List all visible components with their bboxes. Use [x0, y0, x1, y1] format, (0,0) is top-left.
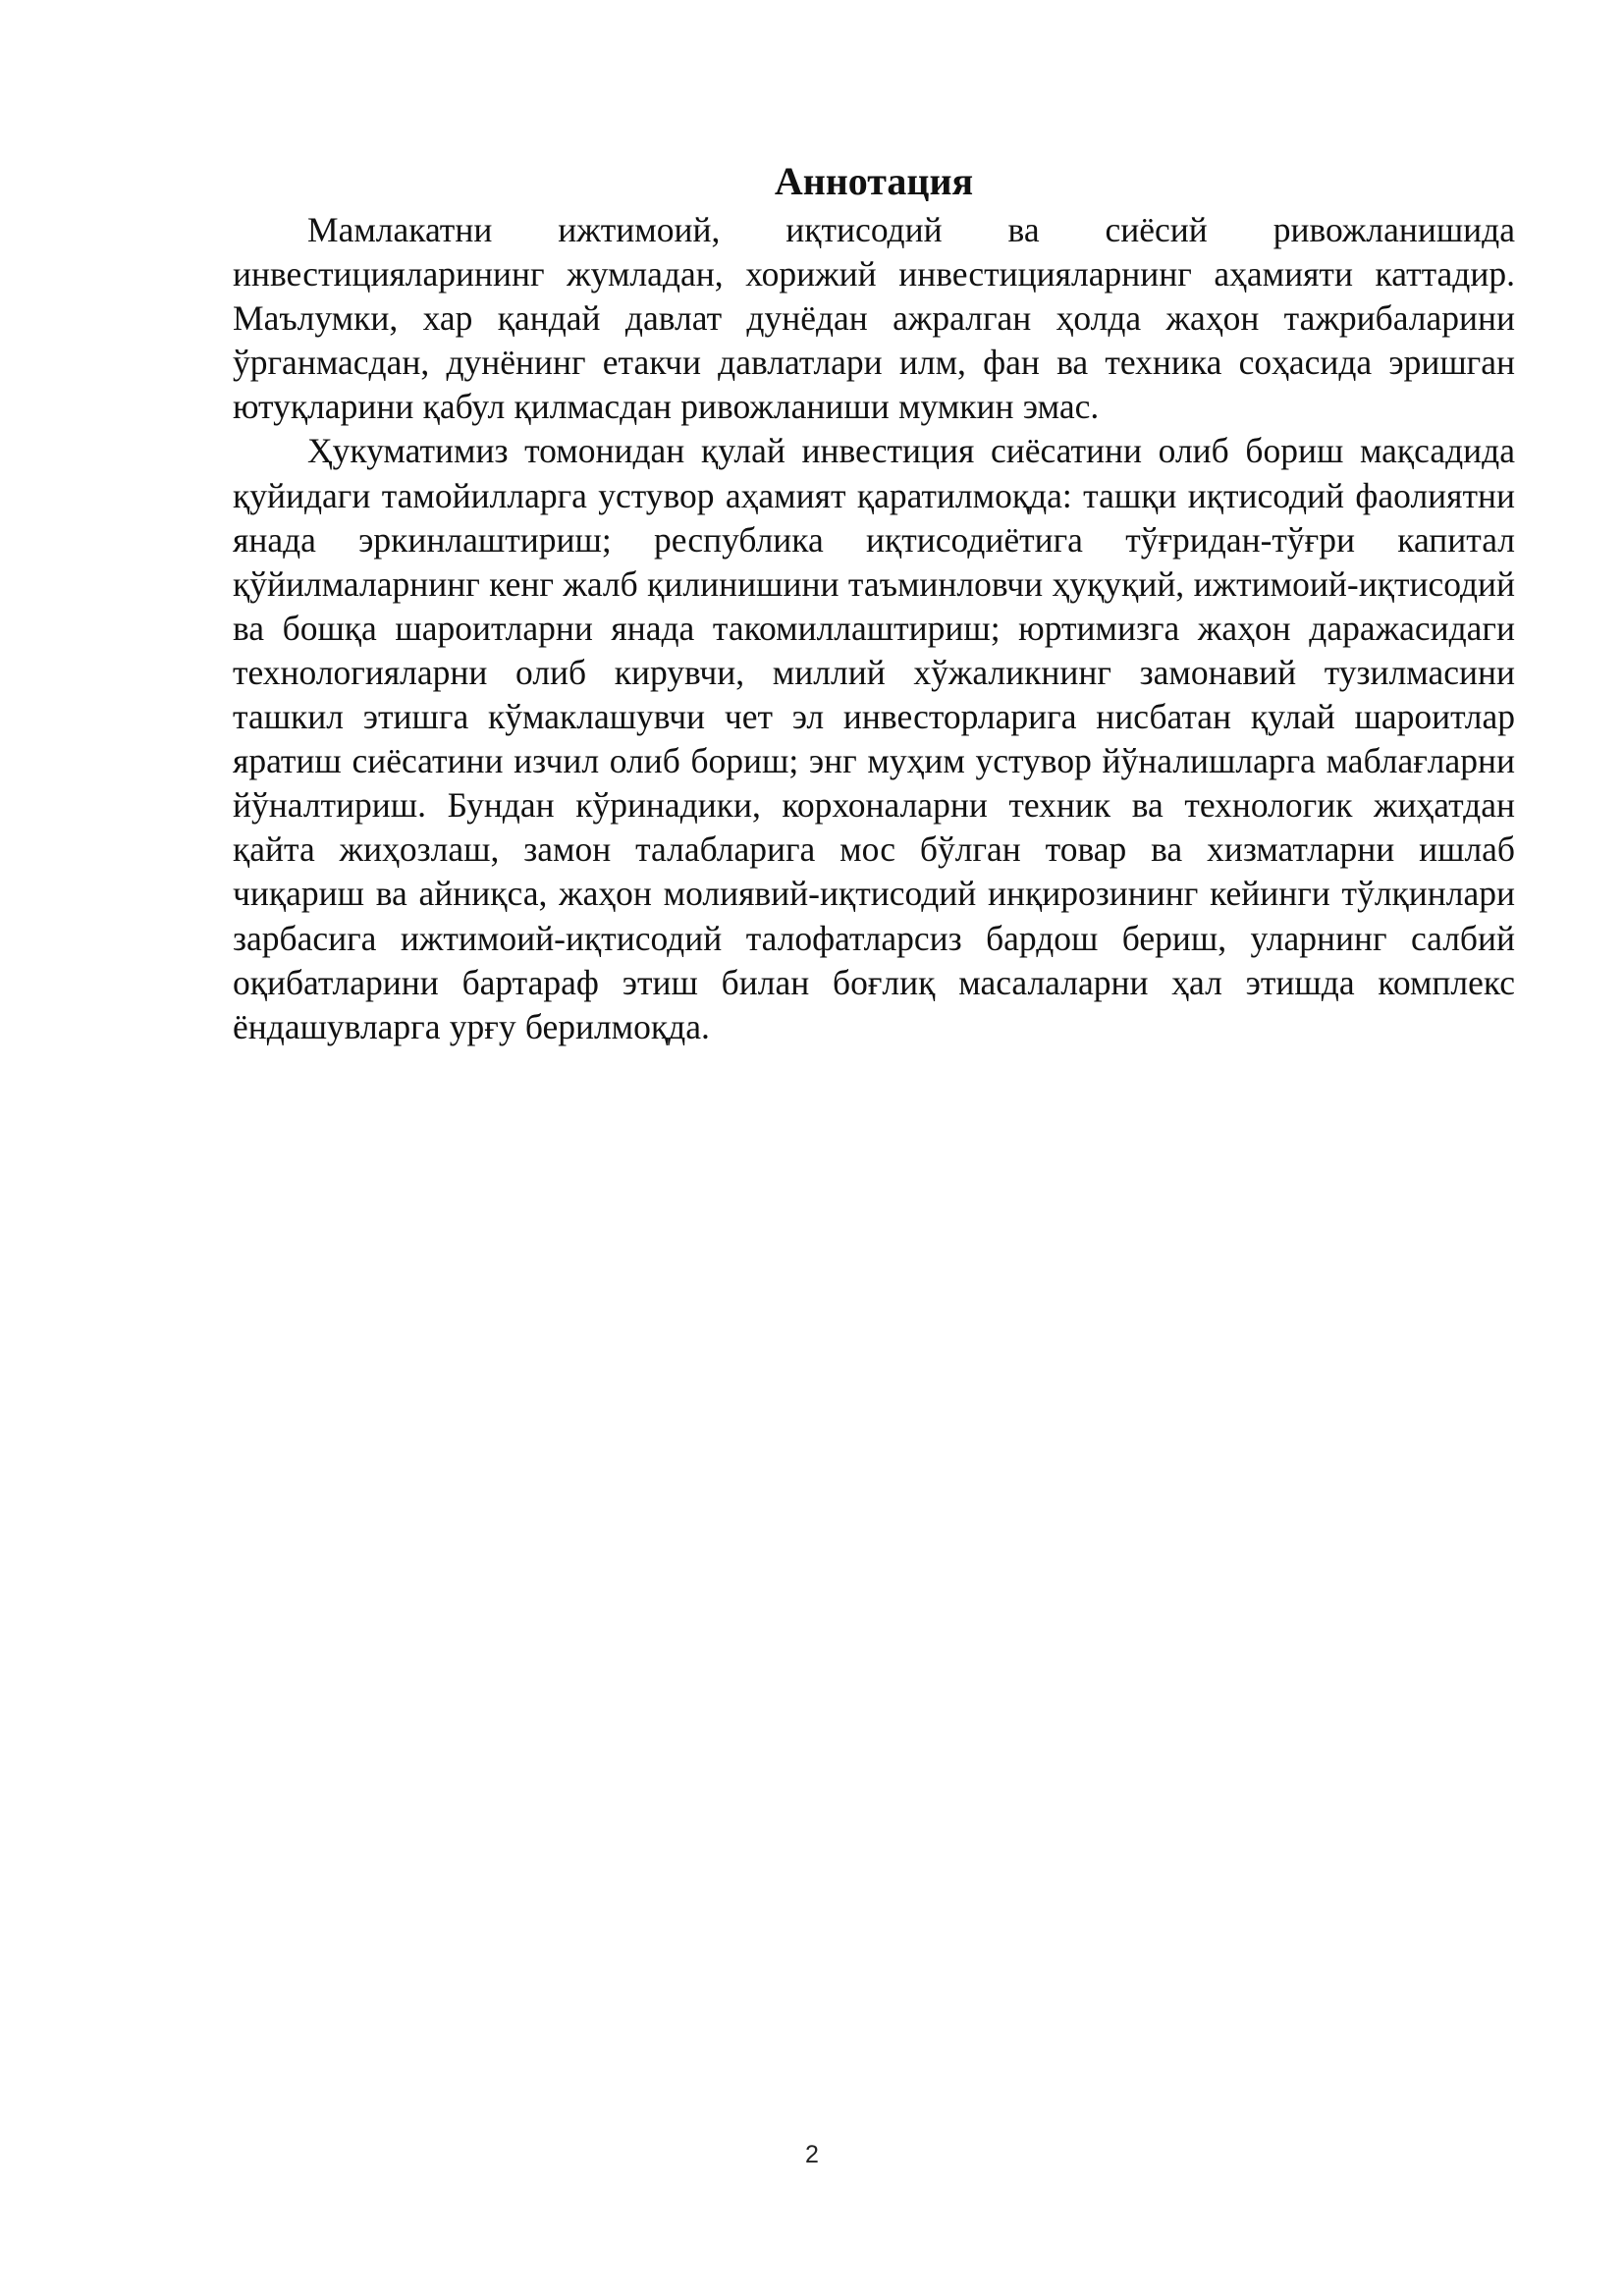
document-title: Аннотация [774, 159, 974, 203]
paragraph-1: Мамлакатни ижтимоий, иқтисодий ва сиёсий ривожланишида инвестицияларининг жумладан, хорижий инвестицияларнинг аҳамияти каттадир. Маълумки, хар қандай давлат дунёдан ажралган ҳолда жаҳон тажрибаларини ўрганмасдан, дунёнинг етакчи давлатлари илм, фан ва техника соҳасида эришган ютуқларини қабул қилмасдан ривожланиши мумкин эмас. [233, 210, 1515, 427]
document-body [233, 155, 1515, 1049]
paragraph-2: Ҳукуматимиз томонидан қулай инвестиция сиёсатини олиб бориш мақсадида қуйидаги тамойилларга устувор аҳамият қаратилмоқда: ташқи иқтисодий фаолиятни янада эркинлаштириш; республика иқтисодиётига тўғридан-тўғри капитал қўйилмаларнинг кенг жалб қилинишини таъминловчи ҳуқуқий, ижтимоий-иқтисодий ва бошқа шароитларни янада такомиллаштириш; юртимизга жаҳон даражасидаги технологияларни олиб кирувчи, миллий хўжаликнинг замонавий тузилмасини ташкил этишга кўмаклашувчи чет эл инвесторларига нисбатан қулай шароитлар яратиш сиёсатини изчил олиб бориш; энг муҳим устувор йўналишларга маблағларни йўналтириш. Бундан кўринадики, корхоналарни техник ва технологик жиҳатдан қайта жиҳозлаш, замон талабларига мос бўлган товар ва хизматларни ишлаб чиқариш ва айниқса, жаҳон молиявий-иқтисодий инқирозининг кейинги тўлқинлари зарбасига ижтимоий-иқтисодий талофатларсиз бардош бериш, уларнинг салбий оқибатларини бартараф этиш билан боғлиқ масалаларни ҳал этишда комплекс ёндашувларга урғу берилмоқда. [233, 431, 1515, 1046]
page-number: 2 [805, 2141, 819, 2168]
